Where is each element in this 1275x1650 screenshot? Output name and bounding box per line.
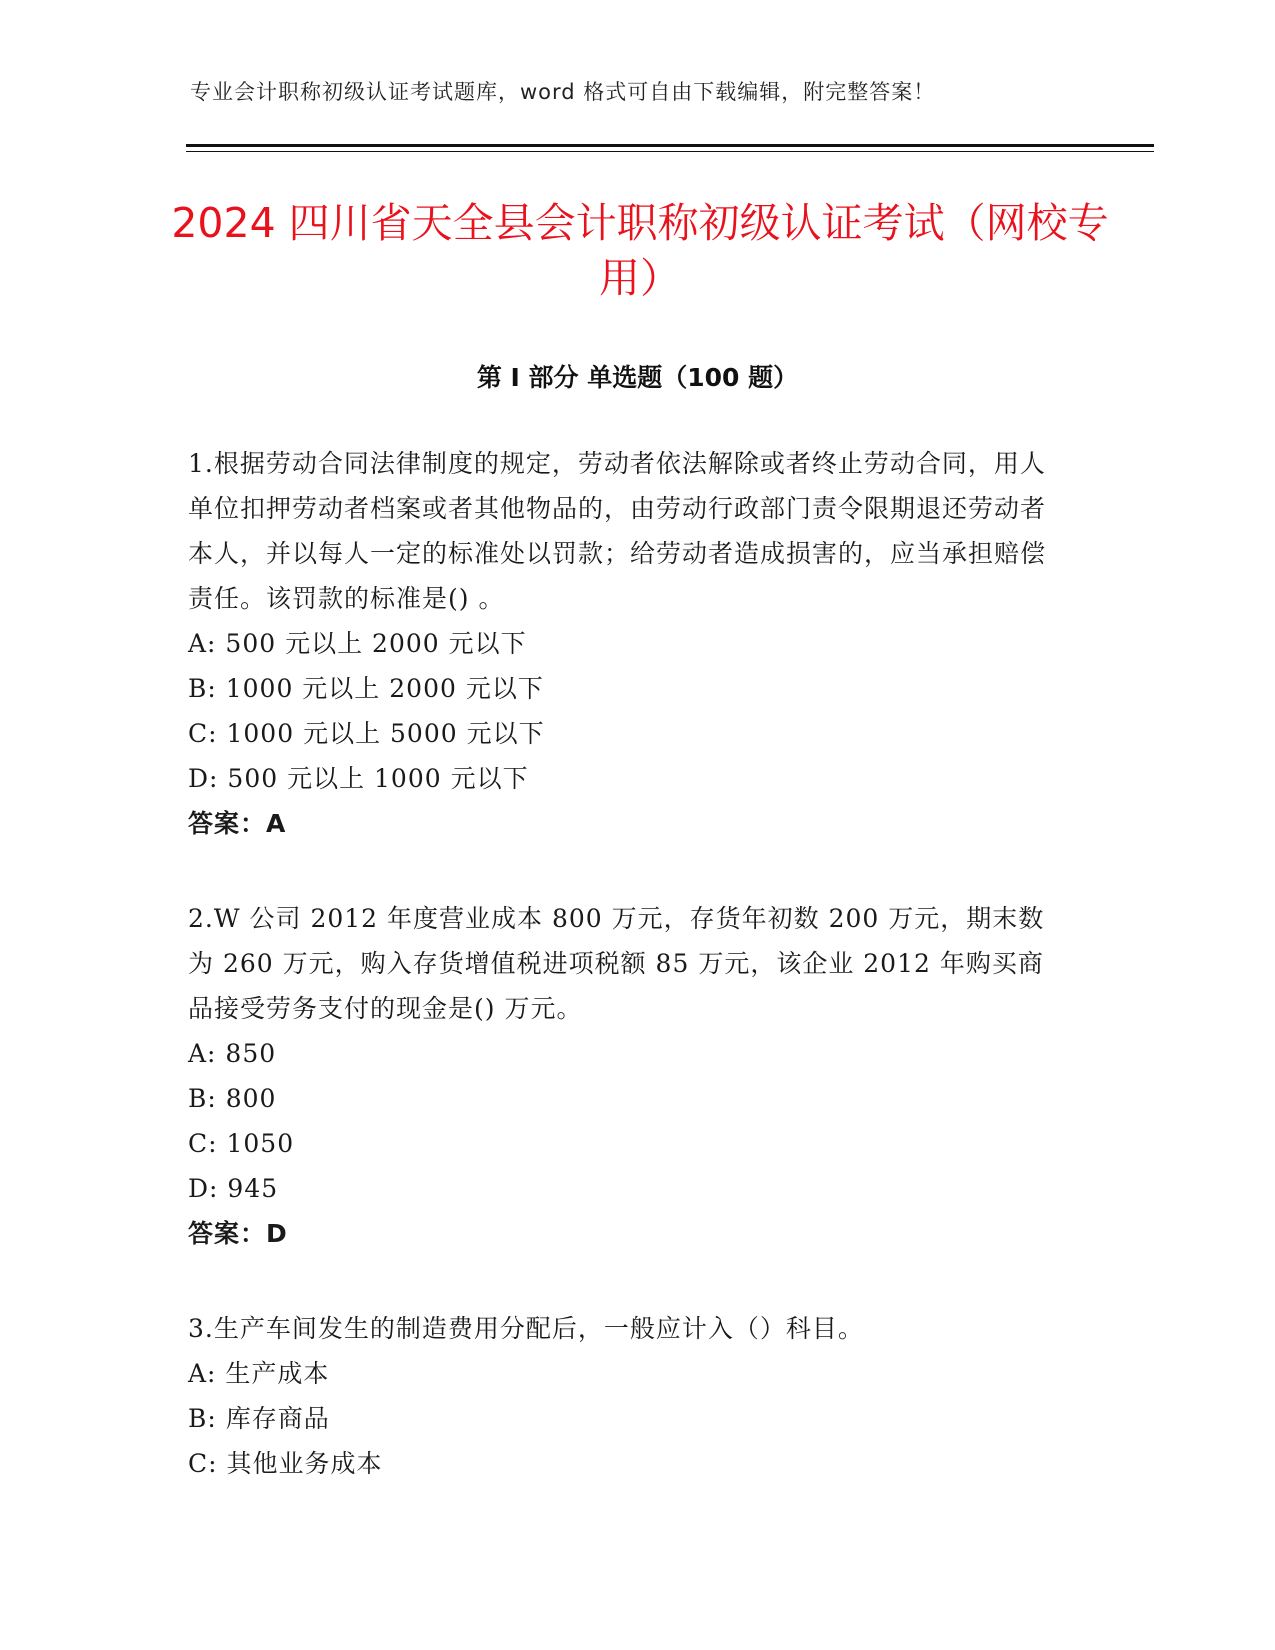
option-a: A: 850 (188, 1039, 277, 1068)
question-3 (188, 1306, 1068, 1486)
section-title: 第 I 部分 单选题（100 题） (476, 363, 799, 392)
header-note: 专业会计职称初级认证考试题库，word 格式可自由下载编辑，附完整答案！ (190, 80, 936, 104)
option-b: B: 800 (188, 1084, 277, 1113)
header-rule-thin (186, 151, 1154, 152)
question-stem: 3.生产车间发生的制造费用分配后，一般应计入（）科目。 (188, 1314, 864, 1343)
option-c: C: 1000 元以上 5000 元以下 (188, 719, 545, 748)
document-title: 2024 四川省天全县会计职称初级认证考试（网校专用） (171, 199, 1109, 302)
option-a: A: 生产成本 (188, 1359, 330, 1388)
question-2 (188, 896, 1068, 1256)
header-rule (186, 144, 1154, 147)
option-b: B: 1000 元以上 2000 元以下 (188, 674, 544, 703)
question-1 (188, 441, 1068, 846)
option-d: D: 945 (188, 1174, 279, 1203)
answer: 答案：A (188, 809, 287, 838)
question-stem: 2.W 公司 2012 年度营业成本 800 万元，存货年初数 200 万元，期末数为 260 万元，购入存货增值税进项税额 85 万元，该企业 2012 年购买商品接受劳务支付的现金是() 万元。 (188, 904, 1045, 1023)
question-stem: 1.根据劳动合同法律制度的规定，劳动者依法解除或者终止劳动合同，用人单位扣押劳动者档案或者其他物品的，由劳动行政部门责令限期退还劳动者本人，并以每人一定的标准处以罚款；给劳动者造成损害的，应当承担赔偿责任。该罚款的标准是() 。 (188, 449, 1047, 613)
answer: 答案：D (188, 1219, 288, 1248)
option-c: C: 其他业务成本 (188, 1449, 383, 1478)
option-c: C: 1050 (188, 1129, 295, 1158)
option-d: D: 500 元以上 1000 元以下 (188, 764, 529, 793)
option-a: A: 500 元以上 2000 元以下 (188, 629, 527, 658)
option-b: B: 库存商品 (188, 1404, 330, 1433)
